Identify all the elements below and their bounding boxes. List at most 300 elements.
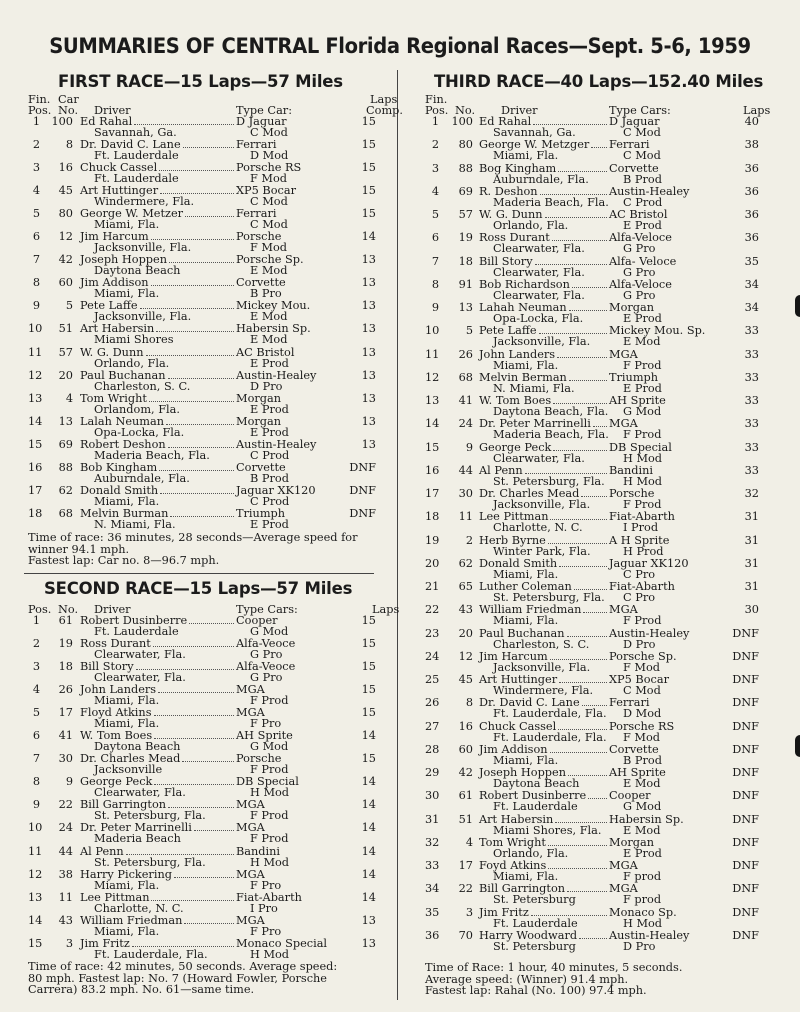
- car-type: Corvette: [609, 162, 659, 175]
- dot-leader: [159, 170, 234, 171]
- laps-completed: 13: [361, 322, 376, 335]
- dot-leader: [140, 308, 234, 309]
- column-header-no: No.: [58, 603, 79, 616]
- car-type: MGA: [609, 859, 638, 872]
- driver-name: Chuck Cassel: [479, 720, 557, 733]
- car-number: 51: [58, 322, 73, 335]
- car-type: Morgan: [609, 301, 655, 314]
- finish-position: 6: [32, 230, 40, 243]
- binder-hole-top: [795, 295, 800, 317]
- laps-completed: DNF: [732, 813, 759, 826]
- laps-completed: 33: [744, 417, 759, 430]
- laps-completed: 40: [744, 115, 759, 128]
- laps-completed: DNF: [732, 882, 759, 895]
- car-number: 11: [58, 891, 73, 904]
- driver-hometown: Jacksonville, Fla.: [493, 498, 591, 511]
- car-number: 41: [458, 394, 473, 407]
- finish-position: 17: [425, 487, 440, 500]
- car-number: 51: [458, 813, 473, 826]
- finish-position: 27: [425, 720, 440, 733]
- car-class: E Prod: [250, 357, 289, 370]
- driver-hometown: Jacksonville, Fla.: [493, 661, 591, 674]
- car-number: 9: [65, 775, 73, 788]
- car-class: G Pro: [623, 266, 656, 279]
- driver-hometown: Miami, Fla.: [493, 568, 559, 581]
- laps-completed: 36: [744, 162, 759, 175]
- driver-hometown: Jacksonville: [94, 763, 163, 776]
- car-type: Austin-Healey: [609, 185, 690, 198]
- laps-completed: 33: [744, 324, 759, 337]
- driver-name: Luther Coleman: [479, 580, 572, 593]
- finish-position: 15: [28, 937, 43, 950]
- car-number: 68: [458, 371, 473, 384]
- car-class: F Prod: [623, 498, 662, 511]
- car-type: Mickey Mou.: [236, 299, 311, 312]
- car-number: 9: [465, 441, 473, 454]
- car-type: Austin-Healey: [236, 369, 317, 382]
- dot-leader: [185, 216, 234, 217]
- car-type: MGA: [609, 417, 638, 430]
- car-class: C Pro: [623, 591, 656, 604]
- finish-position: 13: [425, 394, 440, 407]
- laps-completed: 36: [744, 208, 759, 221]
- finish-position: 15: [28, 438, 43, 451]
- car-type: DB Special: [609, 441, 672, 454]
- car-number: 65: [458, 580, 473, 593]
- driver-name: George W. Metzer: [80, 207, 184, 220]
- third_race-note: Time of Race: 1 hour, 40 minutes, 5 seconds.: [425, 961, 683, 974]
- car-class: F Pro: [250, 925, 282, 938]
- driver-hometown: Ft. Lauderdale: [94, 149, 179, 162]
- car-type: Fiat-Abarth: [236, 891, 302, 904]
- driver-hometown: Jacksonville, Fla.: [94, 241, 192, 254]
- car-number: 24: [58, 821, 73, 834]
- driver-hometown: Clearwater, Fla.: [94, 648, 186, 661]
- car-class: H Mod: [250, 856, 290, 869]
- laps-completed: 31: [744, 580, 759, 593]
- car-type: Porsche: [236, 230, 282, 243]
- dot-leader: [548, 543, 607, 544]
- column-divider: [397, 70, 398, 1000]
- driver-hometown: Daytona Beach: [94, 264, 181, 277]
- driver-name: Al Penn: [80, 845, 124, 858]
- driver-hometown: Charleston, S. C.: [493, 638, 590, 651]
- finish-position: 13: [28, 891, 43, 904]
- laps-completed: 13: [361, 346, 376, 359]
- car-type: Porsche: [609, 487, 655, 500]
- column-header-driver: Driver: [94, 104, 131, 117]
- driver-name: Donald Smith: [479, 557, 558, 570]
- finish-position: 17: [28, 484, 43, 497]
- car-type: Monaco Special: [236, 937, 328, 950]
- car-number: 5: [465, 324, 473, 337]
- dot-leader: [572, 287, 607, 288]
- car-number: 12: [58, 230, 73, 243]
- driver-name: Bill Story: [80, 660, 134, 673]
- car-class: F Mod: [250, 172, 288, 185]
- third-race-title: THIRD RACE—40 Laps—152.40 Miles: [434, 72, 764, 91]
- laps-completed: 14: [361, 230, 376, 243]
- car-number: 3: [465, 906, 473, 919]
- laps-completed: 13: [361, 415, 376, 428]
- laps-completed: DNF: [732, 789, 759, 802]
- car-number: 26: [458, 348, 473, 361]
- driver-hometown: Maderia Beach, Fla.: [493, 196, 609, 209]
- car-number: 20: [58, 369, 73, 382]
- driver-name: Bill Garrington: [80, 798, 167, 811]
- driver-name: John Landers: [479, 348, 556, 361]
- driver-hometown: Winter Park, Fla.: [493, 545, 591, 558]
- laps-completed: 13: [361, 914, 376, 927]
- driver-name: Al Penn: [479, 464, 523, 477]
- driver-name: Herb Byrne: [479, 534, 546, 547]
- car-type: XP5 Bocar: [609, 673, 669, 686]
- finish-position: 7: [32, 752, 40, 765]
- laps-completed: 13: [361, 369, 376, 382]
- laps-completed: 15: [361, 614, 376, 627]
- driver-hometown: St. Petersburg, Fla.: [94, 856, 206, 869]
- driver-name: W. G. Dunn: [80, 346, 144, 359]
- car-class: C Mod: [623, 126, 661, 139]
- car-class: F Mod: [623, 731, 661, 744]
- finish-position: 12: [28, 868, 43, 881]
- dot-leader: [170, 516, 234, 517]
- car-type: D Jaguar: [609, 115, 660, 128]
- car-number: 16: [458, 720, 473, 733]
- car-type: MGA: [236, 683, 265, 696]
- car-type: Triumph: [236, 507, 286, 520]
- driver-hometown: Miami, Fla.: [493, 614, 559, 627]
- laps-completed: 13: [361, 276, 376, 289]
- car-class: H Mod: [250, 786, 290, 799]
- car-number: 62: [58, 484, 73, 497]
- car-type: Ferrari: [609, 138, 650, 151]
- car-number: 45: [58, 184, 73, 197]
- finish-position: 1: [32, 115, 40, 128]
- driver-name: George Peck: [80, 775, 153, 788]
- driver-name: Art Habersin: [479, 813, 554, 826]
- car-class: F Pro: [250, 717, 282, 730]
- driver-name: R. Deshon: [479, 185, 538, 198]
- finish-position: 32: [425, 836, 440, 849]
- car-type: Jaguar XK120: [236, 484, 316, 497]
- driver-name: Robert Deshon: [80, 438, 166, 451]
- car-class: D Mod: [250, 149, 289, 162]
- driver-name: Ed Rahal: [80, 115, 133, 128]
- car-type: Porsche Sp.: [609, 650, 677, 663]
- dot-leader: [548, 845, 607, 846]
- dot-leader: [182, 761, 234, 762]
- car-class: C Mod: [250, 126, 288, 139]
- car-number: 30: [58, 752, 73, 765]
- car-class: E Prod: [623, 219, 662, 232]
- car-number: 18: [58, 660, 73, 673]
- car-type: Alfa- Veloce: [609, 255, 677, 268]
- driver-name: Robert Dusinberre: [479, 789, 587, 802]
- driver-hometown: Daytona Beach, Fla.: [493, 405, 609, 418]
- driver-name: Robert Dusinberre: [80, 614, 188, 627]
- car-type: MGA: [236, 914, 265, 927]
- finish-position: 12: [28, 369, 43, 382]
- car-type: Cooper: [236, 614, 278, 627]
- car-type: MGA: [236, 821, 265, 834]
- car-type: Bandini: [609, 464, 654, 477]
- finish-position: 3: [32, 161, 40, 174]
- car-number: 100: [51, 115, 73, 128]
- car-number: 70: [458, 929, 473, 942]
- finish-position: 4: [431, 185, 439, 198]
- car-type: XP5 Bocar: [236, 184, 296, 197]
- car-number: 19: [458, 231, 473, 244]
- finish-position: 11: [28, 346, 43, 359]
- finish-position: 16: [425, 464, 440, 477]
- car-number: 100: [451, 115, 473, 128]
- car-class: E Prod: [250, 426, 289, 439]
- driver-name: Dr. David C. Lane: [80, 138, 181, 151]
- car-type: MGA: [609, 348, 638, 361]
- car-type: MGA: [609, 603, 638, 616]
- driver-hometown: Clearwater, Fla.: [493, 242, 585, 255]
- dot-leader: [151, 900, 234, 901]
- binder-hole-bottom: [795, 735, 800, 757]
- dot-leader: [579, 938, 607, 939]
- car-number: 44: [58, 845, 73, 858]
- car-class: E Mod: [250, 333, 288, 346]
- driver-hometown: St. Petersburg: [493, 940, 576, 953]
- laps-completed: DNF: [349, 484, 376, 497]
- column-header-car_top: Car: [58, 93, 79, 106]
- laps-completed: 14: [361, 891, 376, 904]
- laps-completed: DNF: [732, 673, 759, 686]
- car-type: Ferrari: [236, 138, 277, 151]
- driver-hometown: Windermere, Fla.: [94, 195, 195, 208]
- laps-completed: 14: [361, 729, 376, 742]
- car-class: F Prod: [623, 614, 662, 627]
- driver-name: Bob Richardson: [479, 278, 570, 291]
- finish-position: 4: [32, 683, 40, 696]
- dot-leader: [569, 380, 607, 381]
- car-class: D Pro: [250, 380, 283, 393]
- car-number: 61: [58, 614, 73, 627]
- column-header-pos_top: Fin.: [425, 93, 448, 106]
- dot-leader: [555, 822, 607, 823]
- dot-leader: [568, 775, 607, 776]
- finish-position: 33: [425, 859, 440, 872]
- driver-name: Ed Rahal: [479, 115, 532, 128]
- laps-completed: 15: [361, 184, 376, 197]
- car-type: AH Sprite: [609, 394, 666, 407]
- driver-name: Tom Wright: [479, 836, 546, 849]
- car-number: 69: [58, 438, 73, 451]
- first_race-note: Time of race: 36 minutes, 28 seconds—Average speed for: [28, 531, 358, 544]
- laps-completed: DNF: [732, 627, 759, 640]
- dot-leader: [540, 194, 607, 195]
- driver-hometown: Daytona Beach: [493, 777, 580, 790]
- dot-leader: [558, 729, 607, 730]
- car-type: Habersin Sp.: [236, 322, 311, 335]
- finish-position: 8: [431, 278, 439, 291]
- car-number: 24: [458, 417, 473, 430]
- car-type: AC Bristol: [236, 346, 295, 359]
- car-class: C Prod: [623, 196, 663, 209]
- car-number: 62: [458, 557, 473, 570]
- driver-hometown: Miami Shores: [94, 333, 174, 346]
- finish-position: 14: [425, 417, 440, 430]
- car-type: Cooper: [609, 789, 651, 802]
- driver-hometown: St. Petersburg: [493, 893, 576, 906]
- laps-completed: 36: [744, 185, 759, 198]
- car-number: 20: [458, 627, 473, 640]
- second-race-title: SECOND RACE—15 Laps—57 Miles: [44, 579, 353, 598]
- driver-hometown: Savannah, Ga.: [94, 126, 177, 139]
- car-type: Alfa-Veoce: [236, 660, 296, 673]
- car-class: E Mod: [623, 777, 661, 790]
- car-number: 38: [58, 868, 73, 881]
- laps-completed: 13: [361, 253, 376, 266]
- finish-position: 28: [425, 743, 440, 756]
- laps-completed: DNF: [349, 507, 376, 520]
- dot-leader: [149, 401, 234, 402]
- driver-hometown: Windermere, Fla.: [493, 684, 594, 697]
- driver-name: Lee Pittman: [479, 510, 549, 523]
- car-type: Porsche Sp.: [236, 253, 304, 266]
- column-header-pos: Pos.: [425, 104, 449, 117]
- car-class: H Prod: [623, 545, 664, 558]
- car-type: Alfa-Veloce: [609, 278, 672, 291]
- driver-name: Bill Story: [479, 255, 533, 268]
- dot-leader: [184, 923, 234, 924]
- finish-position: 5: [32, 207, 40, 220]
- car-class: F Prod: [623, 359, 662, 372]
- driver-hometown: Charleston, S. C.: [94, 380, 191, 393]
- driver-hometown: Orlando, Fla.: [493, 847, 569, 860]
- finish-position: 1: [431, 115, 439, 128]
- finish-position: 25: [425, 673, 440, 686]
- car-class: D Pro: [623, 638, 656, 651]
- finish-position: 9: [32, 299, 40, 312]
- driver-hometown: Clearwater, Fla.: [493, 452, 585, 465]
- driver-name: Dr. David C. Lane: [479, 696, 580, 709]
- car-class: E Prod: [623, 382, 662, 395]
- car-type: MGA: [236, 706, 265, 719]
- laps-completed: 15: [361, 706, 376, 719]
- car-type: Porsche: [236, 752, 282, 765]
- driver-name: W. G. Dunn: [479, 208, 543, 221]
- column-header-no: No.: [455, 104, 476, 117]
- driver-hometown: Maderia Beach, Fla.: [493, 428, 609, 441]
- finish-position: 20: [425, 557, 440, 570]
- driver-name: W. Tom Boes: [479, 394, 552, 407]
- dot-leader: [531, 915, 607, 916]
- car-class: C Prod: [250, 495, 290, 508]
- car-type: Austin-Healey: [609, 627, 690, 640]
- laps-completed: 33: [744, 394, 759, 407]
- car-class: F Mod: [623, 661, 661, 674]
- dot-leader: [567, 636, 607, 637]
- dot-leader: [548, 868, 607, 869]
- car-number: 68: [58, 507, 73, 520]
- second_race-note: 80 mph. Fastest lap: No. 7 (Howard Fowler, Porsche: [28, 972, 327, 985]
- car-number: 17: [58, 706, 73, 719]
- driver-hometown: Miami, Fla.: [94, 218, 160, 231]
- driver-hometown: St. Petersburg, Fla.: [94, 809, 206, 822]
- laps-completed: 31: [744, 557, 759, 570]
- dot-leader: [158, 692, 234, 693]
- laps-completed: 15: [361, 683, 376, 696]
- dot-leader: [533, 124, 607, 125]
- car-class: C Pro: [623, 568, 656, 581]
- dot-leader: [539, 333, 607, 334]
- car-type: AH Sprite: [236, 729, 293, 742]
- dot-leader: [151, 285, 234, 286]
- dot-leader: [132, 946, 234, 947]
- third_race-note: Average speed: (Winner) 91.4 mph.: [425, 973, 629, 986]
- car-class: B Prod: [623, 754, 662, 767]
- car-class: H Mod: [250, 948, 290, 961]
- column-header-laps: Comp.: [366, 104, 403, 117]
- driver-name: Ross Durant: [479, 231, 550, 244]
- laps-completed: 38: [744, 138, 759, 151]
- finish-position: 10: [28, 322, 43, 335]
- car-class: G Mod: [250, 625, 289, 638]
- driver-hometown: Maderia Beach: [94, 832, 181, 845]
- car-class: G Pro: [250, 671, 283, 684]
- car-number: 22: [58, 798, 73, 811]
- driver-hometown: Daytona Beach: [94, 740, 181, 753]
- driver-name: Jim Fritz: [80, 937, 130, 950]
- finish-position: 2: [431, 138, 439, 151]
- driver-name: Art Huttinger: [80, 184, 159, 197]
- driver-name: Art Huttinger: [479, 673, 558, 686]
- driver-name: Jim Addison: [80, 276, 149, 289]
- driver-hometown: Jacksonville, Fla.: [493, 335, 591, 348]
- car-type: Morgan: [236, 415, 282, 428]
- laps-completed: DNF: [732, 743, 759, 756]
- laps-completed: DNF: [732, 929, 759, 942]
- dot-leader: [156, 331, 234, 332]
- driver-name: W. Tom Boes: [80, 729, 153, 742]
- car-number: 22: [458, 882, 473, 895]
- car-type: MGA: [609, 882, 638, 895]
- dot-leader: [545, 217, 607, 218]
- finish-position: 9: [431, 301, 439, 314]
- car-class: B Prod: [250, 472, 289, 485]
- dot-leader: [194, 830, 234, 831]
- column-header-pos: Pos.: [28, 104, 52, 117]
- driver-hometown: N. Miami, Fla.: [94, 518, 176, 531]
- driver-hometown: Orlando, Fla.: [493, 219, 569, 232]
- finish-position: 23: [425, 627, 440, 640]
- car-type: Alfa-Veloce: [609, 231, 672, 244]
- dot-leader: [553, 403, 607, 404]
- car-type: AC Bristol: [609, 208, 668, 221]
- car-number: 2: [465, 534, 473, 547]
- driver-hometown: Miami, Fla.: [94, 925, 160, 938]
- car-number: 60: [58, 276, 73, 289]
- driver-name: Lahah Neuman: [479, 301, 567, 314]
- driver-hometown: St. Petersburg, Fla.: [493, 591, 605, 604]
- column-header-driver: Driver: [94, 603, 131, 616]
- laps-completed: DNF: [732, 859, 759, 872]
- driver-hometown: Clearwater, Fla.: [94, 786, 186, 799]
- finish-position: 9: [32, 798, 40, 811]
- driver-name: William Friedman: [479, 603, 582, 616]
- car-class: C Mod: [250, 218, 288, 231]
- car-class: E Mod: [250, 264, 288, 277]
- laps-completed: 14: [361, 821, 376, 834]
- driver-hometown: N. Miami, Fla.: [493, 382, 575, 395]
- car-type: Monaco Sp.: [609, 906, 677, 919]
